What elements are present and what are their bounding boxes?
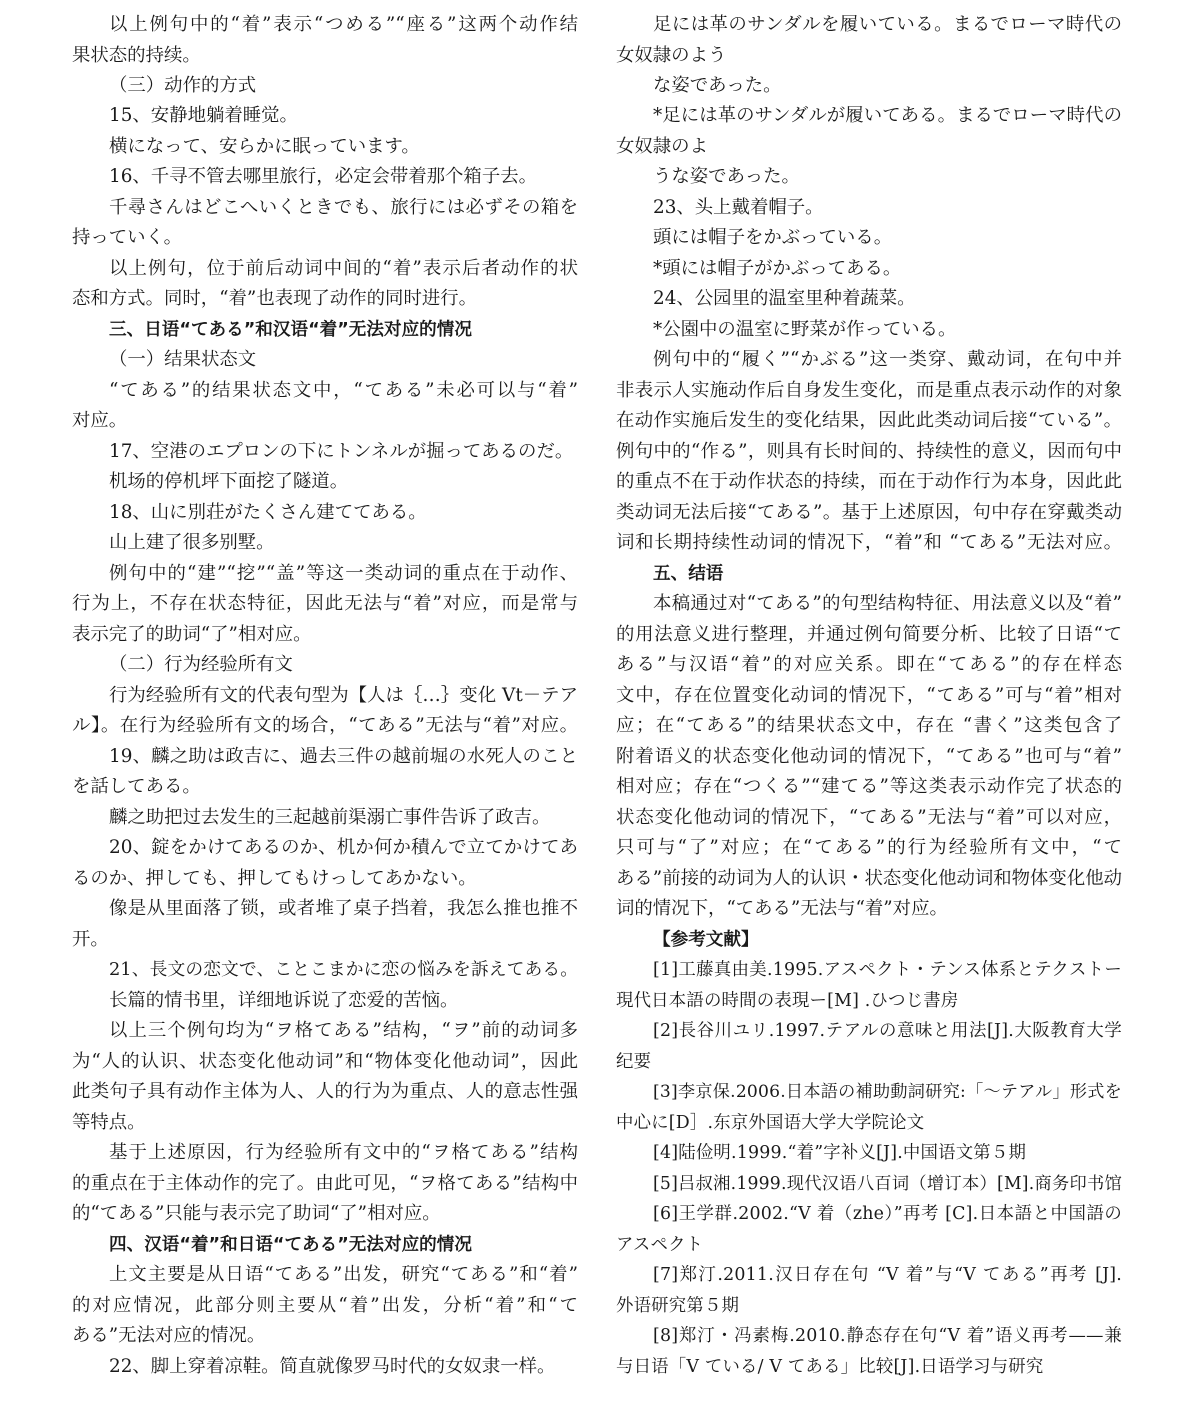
example-sentence: 21、長文の恋文で、ことこまかに恋の悩みを訴えてある。 xyxy=(109,960,578,980)
example-translation: 山上建了很多别墅。 xyxy=(109,532,275,553)
section-heading: 三、日语“てある”和汉语“着”无法对应的情况 xyxy=(109,320,472,340)
example-sentence: 20、錠をかけてあるのか、机か何か積んで立てかけてあ xyxy=(109,837,578,858)
example-translation: 千尋さんはどこへいくときでも、旅行には必ずその箱を xyxy=(109,197,578,218)
example-translation: 像是从里面落了锁，或者堆了桌子挡着，我怎么推也推不 xyxy=(109,898,578,919)
paragraph-line: 文中，存在位置变化动词的情况下，“てある”可与“着”相对 xyxy=(616,685,1122,706)
reference-item: 与日语「V ている/ V てある」比较[J].日语学习与研究 xyxy=(616,1357,1044,1377)
example-sentence: 16、千寻不管去哪里旅行，必定会带着那个箱子去。 xyxy=(109,166,537,187)
paragraph-line: ある”与汉语“着”的对应关系。即在“てある”的存在样态 xyxy=(616,654,1122,675)
paragraph-line: 的“てある”只能与表示完了助词“了”相对应。 xyxy=(72,1203,441,1224)
example-translation: 开。 xyxy=(72,929,109,950)
paragraph-line: “てある”的结果状态文中，“てある”未必可以与“着” xyxy=(109,380,578,401)
paragraph-line: 对应。 xyxy=(72,410,128,431)
example-sentence: 18、山に別荘がたくさん建ててある。 xyxy=(109,502,427,523)
paragraph-line: 等特点。 xyxy=(72,1112,146,1133)
example-translation: 女奴隷のよ xyxy=(616,136,708,157)
paragraph-line: ある”无法对应的情况。 xyxy=(72,1325,266,1346)
paragraph-line: 为“人的认识、状态变化他动词”和“物体变化他动词”，因此 xyxy=(72,1051,578,1072)
paragraph-line: 词和长期持续性动词的情况下，“着”和 “てある”无法对应。 xyxy=(616,532,1122,553)
section-heading: 五、结语 xyxy=(653,564,724,584)
example-sentence: るのか、押しても、押してもけっしてあかない。 xyxy=(72,868,477,889)
reference-item: [7]郑汀.2011.汉日存在句 “V 着”与“V てある”再考 [J]. xyxy=(653,1265,1122,1285)
paragraph-line: 以上例句中的“着”表示“つめる”“座る”这两个动作结 xyxy=(109,14,578,35)
paragraph-line: 类动词无法后接“てある”。基于上述原因，句中存在穿戴类动 xyxy=(616,502,1122,523)
reference-item: [4]陆俭明.1999.“着”字补义[J].中国语文第５期 xyxy=(653,1143,1027,1163)
reference-item: 外语研究第５期 xyxy=(616,1296,740,1316)
section-heading: 四、汉语“着”和日语“てある”无法对应的情况 xyxy=(109,1235,472,1255)
paragraph-line: 例句中的“履く”“かぶる”这一类穿、戴动词，在句中并 xyxy=(653,349,1122,370)
paragraph-line: 附着语义的状态变化他动词的情况下，“てある”也可与“着” xyxy=(616,746,1122,767)
example-sentence: 24、公园里的温室里种着蔬菜。 xyxy=(653,288,916,309)
reference-item: [2]長谷川ユリ.1997.テアルの意味と用法[J].大阪教育大学 xyxy=(653,1021,1122,1041)
paragraph-line: 的重点不在于动作状态的持续，而在于动作行为本身，因此此 xyxy=(616,471,1122,492)
paragraph-line: 上文主要是从日语“てある”出发，研究“てある”和“着” xyxy=(109,1264,578,1285)
reference-item: 纪要 xyxy=(616,1052,652,1072)
example-translation: 持っていく。 xyxy=(72,227,182,248)
reference-item: [8]郑汀・冯素梅.2010.静态存在句“V 着”语义再考——兼 xyxy=(653,1326,1122,1346)
paragraph-line: 状态变化他动词的情况下，“てある”无法与“着”可以对应， xyxy=(616,807,1122,828)
example-sentence: 15、安静地躺着睡觉。 xyxy=(109,105,298,126)
reference-item: 現代日本語の時間の表現ー[M] .ひつじ書房 xyxy=(616,991,959,1011)
example-translation: *足には革のサンダルが履いてある。まるでローマ時代の xyxy=(653,105,1122,126)
paragraph-line: 相对应；存在“つくる”“建てる”等这类表示动作完了状态的 xyxy=(616,776,1122,797)
paragraph-line: 行为上，不存在状态特征，因此无法与“着”对应，而是常与 xyxy=(72,593,578,614)
paragraph-line: 基于上述原因，行为经验所有文中的“ヲ格てある”结构 xyxy=(109,1142,578,1163)
example-translation: 女奴隷のよう xyxy=(616,45,727,66)
example-translation: 足には革のサンダルを履いている。まるでローマ時代の xyxy=(653,14,1122,35)
example-translation: 頭には帽子をかぶっている。 xyxy=(653,227,893,248)
example-sentence: 22、脚上穿着凉鞋。简直就像罗马时代的女奴隶一样。 xyxy=(109,1356,556,1377)
paragraph-line: 以上例句，位于前后动词中间的“着”表示后者动作的状 xyxy=(109,258,578,279)
reference-item: [3]李京保.2006.日本語の補助動詞研究:「～テアル」形式を xyxy=(653,1082,1122,1102)
paragraph-line: 表示完了的助词“了”相对应。 xyxy=(72,624,312,645)
example-sentence: 19、麟之助は政吉に、過去三件の越前堀の水死人のこと xyxy=(109,746,578,767)
reference-item: 中心に[D］.东京外国语大学大学院论文 xyxy=(616,1113,925,1133)
reference-item: [6]王学群.2002.“V 着（zhe）”再考 [C].日本語と中国語の xyxy=(653,1204,1122,1224)
subsection-heading: （三）动作的方式 xyxy=(109,75,257,96)
example-translation: *頭には帽子がかぶってある。 xyxy=(653,258,902,279)
example-translation: 麟之助把过去发生的三起越前渠溺亡事件告诉了政吉。 xyxy=(109,807,551,828)
paragraph-line: 例句中的“作る”，则具有长时间的、持续性的意义，因而句中 xyxy=(616,441,1122,462)
paragraph-line: 的重点在于主体动作的完了。由此可见，“ヲ格てある”结构中 xyxy=(72,1173,578,1194)
paragraph-line: 以上三个例句均为“ヲ格てある”结构，“ヲ”前的动词多 xyxy=(109,1020,578,1041)
paragraph-line: 本稿通过对“てある”的句型结构特征、用法意义以及“着” xyxy=(653,593,1122,614)
paragraph-line: 例句中的“建”“挖”“盖”等这一类动词的重点在于动作、 xyxy=(109,563,578,584)
paragraph-line: 非表示人实施动作后自身发生变化，而是重点表示动作的对象 xyxy=(616,380,1122,401)
example-sentence: を話してある。 xyxy=(72,776,201,797)
reference-item: [5]吕叔湘.1999.现代汉语八百词（增订本）[M].商务印书馆 xyxy=(653,1174,1122,1194)
example-translation: 长篇的情书里，详细地诉说了恋爱的苦恼。 xyxy=(109,990,459,1011)
paragraph-line: 词的情况下，“てある”无法与“着”对应。 xyxy=(616,898,948,919)
references-heading: 【参考文献】 xyxy=(653,930,759,950)
example-translation: 机场的停机坪下面挖了隧道。 xyxy=(109,471,349,492)
example-sentence: 23、头上戴着帽子。 xyxy=(653,197,824,218)
paragraph-line: ある”前接的动词为人的认识・状态变化他动词和物体变化他动 xyxy=(616,868,1122,889)
paragraph-line: 在动作实施后发生的变化结果，因此此类动词后接“ている”。 xyxy=(616,410,1122,431)
subsection-heading: （一）结果状态文 xyxy=(109,349,257,370)
paragraph-line: 果状态的持续。 xyxy=(72,45,201,66)
paragraph-line: 态和方式。同时，“着”也表现了动作的同时进行。 xyxy=(72,288,478,309)
paragraph-line: 只可与“了”对应；在“てある”的行为经验所有文中，“て xyxy=(616,837,1122,858)
paragraph-line: 的对应情况，此部分则主要从“着”出发，分析“着”和“て xyxy=(72,1295,578,1316)
paragraph-line: 此类句子具有动作主体为人、人的行为为重点、人的意志性强 xyxy=(72,1081,578,1102)
example-sentence: 17、空港のエプロンの下にトンネルが掘ってあるのだ。 xyxy=(109,441,574,462)
subsection-heading: （二）行为经验所有文 xyxy=(109,654,293,675)
example-translation: 横になって、安らかに眠っています。 xyxy=(109,136,420,157)
example-translation: うな姿であった。 xyxy=(653,166,800,187)
reference-item: [1]工藤真由美.1995.アスペクト・テンス体系とテクストー xyxy=(653,960,1122,980)
example-translation: な姿であった。 xyxy=(653,75,782,96)
example-translation: *公園中の温室に野菜が作っている。 xyxy=(653,319,957,340)
paragraph-line: ル】。在行为经验所有文的场合，“てある”无法与“着”对应。 xyxy=(72,715,578,736)
reference-item: アスペクト xyxy=(616,1235,704,1255)
paragraph-line: 的用法意义进行整理，并通过例句简要分析、比较了日语“て xyxy=(616,624,1122,645)
paragraph-line: 应；在“てある”的结果状态文中，存在 “書く”这类包含了 xyxy=(616,715,1122,736)
paragraph-line: 行为经验所有文的代表句型为【人は｛…｝变化 Vt－テア xyxy=(109,685,578,706)
